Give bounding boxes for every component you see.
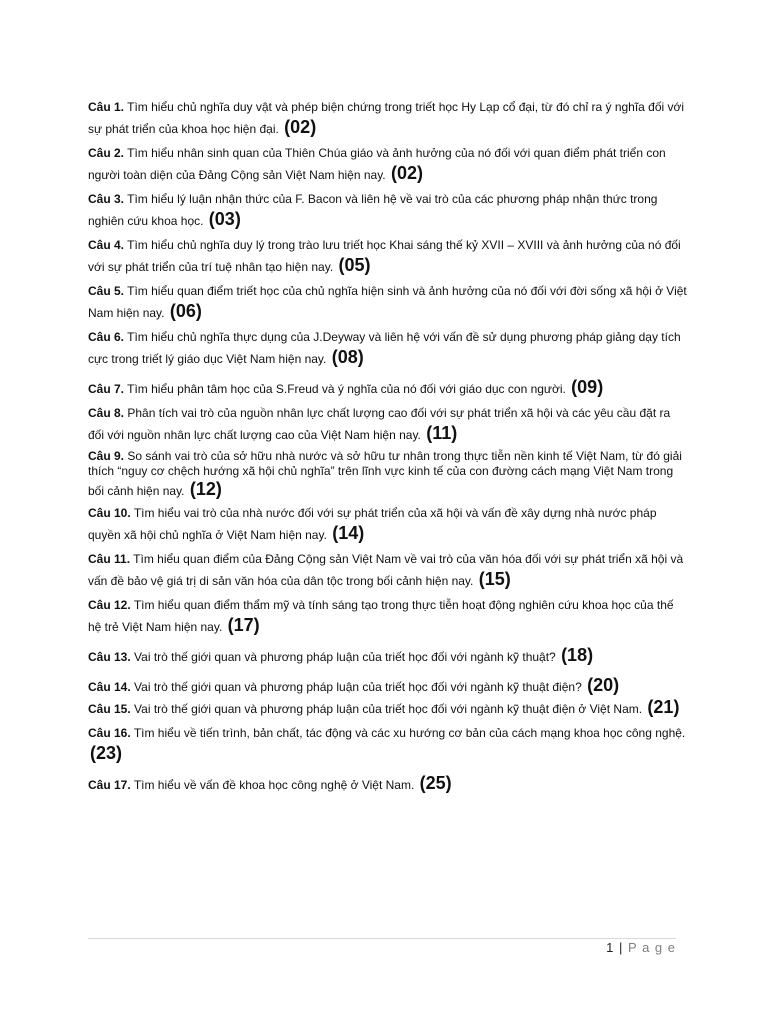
question-list	[88, 97, 688, 795]
question-11	[88, 549, 688, 591]
question-label: Câu 6.	[88, 330, 125, 344]
question-label: Câu 15.	[88, 702, 131, 716]
footer-divider	[88, 938, 676, 939]
question-label: Câu 12.	[88, 598, 131, 612]
question-page-ref: (18)	[561, 645, 594, 665]
question-8	[88, 403, 688, 445]
question-page-ref: (02)	[391, 163, 424, 183]
question-text: Vai trò thế giới quan và phương pháp luận của triết học đối với ngành kỹ thuật?	[134, 650, 556, 664]
question-text: Tìm hiểu về vấn đề khoa học công nghệ ở Việt Nam.	[133, 778, 415, 792]
question-page-ref: (11)	[426, 423, 458, 443]
question-page-ref: (03)	[208, 209, 241, 229]
question-2	[88, 143, 688, 185]
question-label: Câu 17.	[88, 778, 131, 792]
page-word: P a g e	[628, 940, 676, 955]
question-label: Câu 14.	[88, 680, 131, 694]
question-page-ref: (14)	[332, 523, 365, 543]
question-page-ref: (12)	[189, 479, 222, 499]
question-page-ref: (21)	[647, 697, 680, 717]
question-text: Tìm hiểu quan điểm triết học của chủ nghĩa hiện sinh và ảnh hưởng của nó đối với đời sống xã hội ở Việt Nam hiện nay.	[88, 284, 687, 320]
question-7	[88, 377, 688, 399]
question-page-ref: (02)	[284, 117, 317, 137]
question-17	[88, 773, 688, 795]
question-12	[88, 595, 688, 637]
question-16	[88, 723, 688, 765]
question-text: Tìm hiểu chủ nghĩa thực dụng của J.Deyway và liên hệ với vấn đề sử dụng phương pháp giảng dạy tích cực trong triết lý giáo dục Việt Nam hiện nay.	[88, 330, 681, 366]
question-5	[88, 281, 688, 323]
question-page-ref: (25)	[419, 773, 452, 793]
question-page-ref: (23)	[90, 743, 123, 763]
question-15	[88, 697, 688, 719]
question-13	[88, 645, 688, 667]
question-10	[88, 503, 688, 545]
question-text: Tìm hiểu quan điểm của Đảng Cộng sản Việt Nam về vai trò của văn hóa đối với sự phát triển xã hội và vấn đề bảo vệ giá trị di sản văn hóa của dân tộc trong bối cảnh hiện nay.	[88, 552, 684, 588]
question-6	[88, 327, 688, 369]
question-text: Vai trò thế giới quan và phương pháp luận của triết học đối với ngành kỹ thuật điện?	[134, 680, 582, 694]
question-label: Câu 8.	[88, 406, 125, 420]
question-label: Câu 16.	[88, 726, 131, 740]
question-page-ref: (06)	[169, 301, 202, 321]
question-page-ref: (17)	[227, 615, 260, 635]
question-label: Câu 4.	[88, 238, 125, 252]
question-page-ref: (09)	[571, 377, 604, 397]
question-label: Câu 1.	[88, 100, 125, 114]
question-9	[88, 449, 688, 499]
question-text: Tìm hiểu vai trò của nhà nước đối với sự phát triển của xã hội và vấn đề xây dựng nhà nước pháp quyền xã hội chủ nghĩa ở Việt Nam hiện nay.	[88, 506, 657, 542]
question-page-ref: (05)	[338, 255, 371, 275]
question-label: Câu 10.	[88, 506, 131, 520]
page-number: 1	[606, 940, 615, 955]
question-label: Câu 5.	[88, 284, 125, 298]
question-label: Câu 2.	[88, 146, 125, 160]
question-text: Tìm hiểu nhân sinh quan của Thiên Chúa giáo và ảnh hưởng của nó đối với quan điểm phát triển con người toàn diện của Đảng Cộng sản Việt Nam hiện nay.	[88, 146, 666, 182]
question-4	[88, 235, 688, 277]
question-label: Câu 9.	[88, 449, 125, 463]
question-text: Tìm hiểu chủ nghĩa duy vật và phép biện chứng trong triết học Hy Lạp cổ đại, từ đó chỉ ra ý nghĩa đối với sự phát triển của khoa học hiện đại.	[88, 100, 685, 136]
question-1	[88, 97, 688, 139]
page-footer	[606, 940, 676, 955]
question-text: Tìm hiểu chủ nghĩa duy lý trong trào lưu triết học Khai sáng thế kỷ XVII – XVIII và ảnh hưởng của nó đối với sự phát triển của trí tuệ nhân tạo hiện nay.	[88, 238, 681, 274]
question-text: So sánh vai trò của sở hữu nhà nước và sở hữu tư nhân trong thực tiễn nền kinh tế Việt Nam, từ đó giải thích “nguy cơ chệch hướng xã hội chủ nghĩa” trên lĩnh vực kinh tế của con đường cách mạng Việt Nam trong bối cảnh hiện nay.	[88, 449, 682, 498]
question-text: Tìm hiểu về tiến trình, bản chất, tác động và các xu hướng cơ bản của cách mạng khoa học công nghệ.	[133, 726, 686, 740]
question-text: Phân tích vai trò của nguồn nhân lực chất lượng cao đối với sự phát triển xã hội và các yêu cầu đặt ra đối với nguồn nhân lực chất lượng cao của Việt Nam hiện nay.	[88, 406, 671, 442]
question-label: Câu 7.	[88, 382, 125, 396]
question-14	[88, 675, 688, 697]
question-label: Câu 11.	[88, 552, 131, 566]
question-3	[88, 189, 688, 231]
question-label: Câu 13.	[88, 650, 131, 664]
question-text: Tìm hiểu phân tâm học của S.Freud và ý nghĩa của nó đối với giáo dục con người.	[127, 382, 566, 396]
question-page-ref: (20)	[587, 675, 620, 695]
question-page-ref: (15)	[478, 569, 511, 589]
question-text: Tìm hiểu quan điểm thẩm mỹ và tính sáng tạo trong thực tiễn hoạt động nghiên cứu khoa học của thế hệ trẻ Việt Nam hiện nay.	[88, 598, 674, 634]
question-page-ref: (08)	[331, 347, 364, 367]
question-label: Câu 3.	[88, 192, 125, 206]
question-text: Vai trò thế giới quan và phương pháp luận của triết học đối với ngành kỹ thuật điện ở Việt Nam.	[134, 702, 643, 716]
footer-separator: |	[619, 940, 624, 955]
question-text: Tìm hiểu lý luận nhận thức của F. Bacon và liên hệ về vai trò của các phương pháp nhận thức trong nghiên cứu khoa học.	[88, 192, 658, 228]
